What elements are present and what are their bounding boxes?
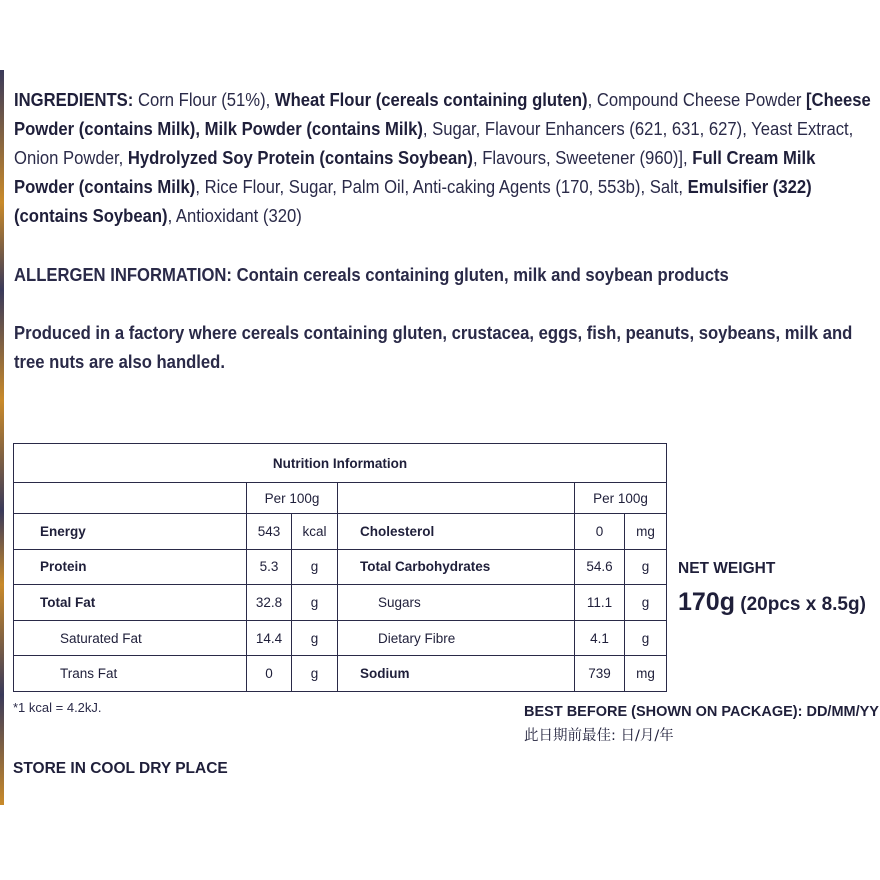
nutrition-table — [13, 443, 667, 692]
net-weight-detail: (20pcs x 8.5g) — [734, 594, 866, 615]
ingredients-bold-part: Hydrolyzed Soy Protein (contains Soybean) — [127, 147, 473, 168]
per-100g-left: Per 100g — [247, 483, 338, 514]
storage-instruction: STORE IN COOL DRY PLACE — [13, 760, 228, 777]
net-weight-label: NET WEIGHT — [678, 560, 776, 577]
nutrient-unit: g — [292, 585, 338, 621]
nutrient-value: 4.1 — [575, 620, 625, 656]
nutrition-row — [14, 656, 667, 692]
nutrient-value: 5.3 — [247, 549, 292, 585]
allergen-information: ALLERGEN INFORMATION: Contain cereals containing gluten, milk and soybean products — [14, 264, 729, 285]
ingredients-bold-part: Wheat Flour (cereals containing gluten) — [274, 89, 588, 110]
nutrient-value: 0 — [575, 514, 625, 550]
ingredients-bold-part: Emulsifier (322) (contains Soybean) — [14, 176, 812, 226]
package-edge-strip — [0, 70, 4, 805]
ingredients-text — [14, 85, 876, 230]
header-blank-left — [14, 483, 247, 514]
per-100g-right: Per 100g — [575, 483, 667, 514]
ingredients-part: , Flavours, Sweetener (960)], — [472, 147, 693, 168]
nutrient-name: Total Carbohydrates — [338, 549, 575, 585]
nutrient-unit: mg — [625, 514, 667, 550]
net-weight-value — [678, 588, 866, 617]
nutrient-name: Trans Fat — [14, 656, 247, 692]
ingredients-part: , Rice Flour, Sugar, Palm Oil, Anti-caking Agents (170, 553b), Salt, — [195, 176, 688, 197]
nutrient-value: 11.1 — [575, 585, 625, 621]
nutrient-unit: g — [292, 620, 338, 656]
ingredients-part: , Compound Cheese Powder — [587, 89, 807, 110]
nutrient-value: 54.6 — [575, 549, 625, 585]
ingredients-bold-part: Full Cream Milk Powder (contains Milk) — [14, 147, 816, 197]
nutrient-value: 32.8 — [247, 585, 292, 621]
nutrient-unit: g — [292, 656, 338, 692]
nutrient-unit: kcal — [292, 514, 338, 550]
nutrient-value: 739 — [575, 656, 625, 692]
ingredients-part: Corn Flour (51%), — [133, 89, 275, 110]
nutrient-name: Cholesterol — [338, 514, 575, 550]
nutrient-name: Sugars — [338, 585, 575, 621]
factory-statement: Produced in a factory where cereals containing gluten, crustacea, eggs, fish, peanuts, soybeans, milk and tree nuts are also handled. — [14, 322, 853, 372]
ingredients-bold-part: [Cheese Powder (contains Milk), Milk Powder (contains Milk) — [14, 89, 871, 139]
nutrient-value: 14.4 — [247, 620, 292, 656]
nutrition-title: Nutrition Information — [14, 444, 667, 483]
net-weight-amount: 170g — [678, 588, 735, 616]
nutrient-unit: g — [292, 549, 338, 585]
nutrition-row — [14, 549, 667, 585]
nutrient-unit: mg — [625, 656, 667, 692]
nutrient-name: Energy — [14, 514, 247, 550]
best-before-english: BEST BEFORE (SHOWN ON PACKAGE): DD/MM/YY — [524, 704, 879, 720]
header-blank-right — [338, 483, 575, 514]
nutrient-value: 0 — [247, 656, 292, 692]
nutrient-unit: g — [625, 585, 667, 621]
ingredients-label: INGREDIENTS: — [14, 89, 134, 110]
nutrient-name: Dietary Fibre — [338, 620, 575, 656]
best-before-chinese: 此日期前最佳: 日/月/年 — [524, 728, 674, 744]
nutrient-name: Saturated Fat — [14, 620, 247, 656]
ingredients-part: , Sugar, Flavour Enhancers (621, 631, 627), Yeast Extract, Onion Powder, — [14, 118, 854, 168]
nutrient-name: Protein — [14, 549, 247, 585]
nutrient-unit: g — [625, 620, 667, 656]
nutrient-unit: g — [625, 549, 667, 585]
nutrient-name: Total Fat — [14, 585, 247, 621]
nutrition-row — [14, 620, 667, 656]
nutrient-value: 543 — [247, 514, 292, 550]
kcal-footnote: *1 kcal = 4.2kJ. — [13, 700, 102, 715]
nutrition-row — [14, 514, 667, 550]
ingredients-part: , Antioxidant (320) — [167, 205, 302, 226]
nutrition-row — [14, 585, 667, 621]
nutrient-name: Sodium — [338, 656, 575, 692]
